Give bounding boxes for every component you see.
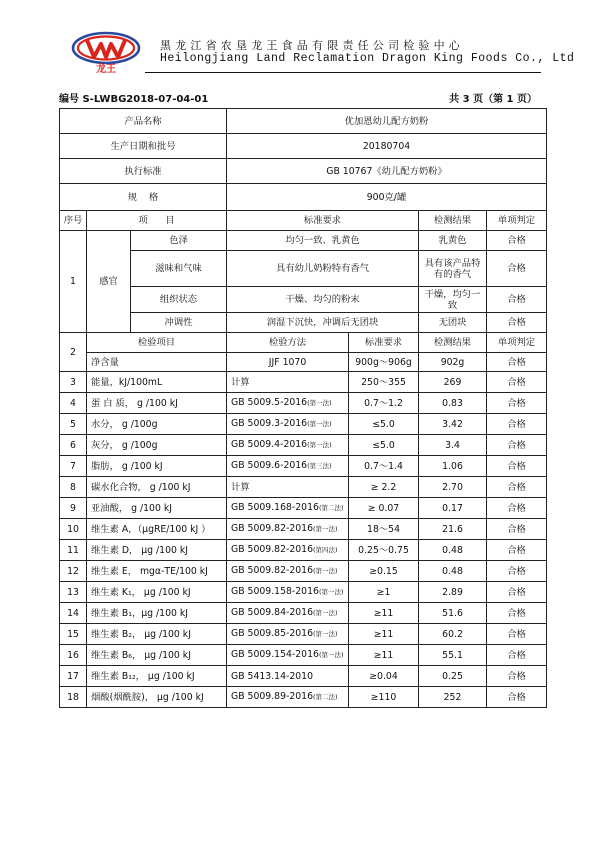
sensory-no: 1 xyxy=(60,231,87,333)
test-result: 2.89 xyxy=(419,582,487,603)
test-item: 维生素 B₁，μg /100 kJ xyxy=(87,603,227,624)
test-no: 12 xyxy=(60,561,87,582)
test-verdict: 合格 xyxy=(487,540,547,561)
sensory-verdict: 合格 xyxy=(487,231,547,251)
header-divider xyxy=(145,72,541,73)
test-method xyxy=(227,561,349,582)
sensory-item: 组织状态 xyxy=(131,287,227,313)
sensory-row xyxy=(60,287,547,313)
test-requirement: ≥11 xyxy=(349,645,419,666)
test-row xyxy=(60,414,547,435)
test-item: 维生素 A，（μgRE/100 kJ ） xyxy=(87,519,227,540)
test-no: 4 xyxy=(60,393,87,414)
test-requirement: ≤5.0 xyxy=(349,414,419,435)
test-row xyxy=(60,435,547,456)
test-row xyxy=(60,624,547,645)
test-requirement: ≥1 xyxy=(349,582,419,603)
test-method-note: (第一法) xyxy=(313,609,338,617)
test-row xyxy=(60,353,547,372)
test-no: 10 xyxy=(60,519,87,540)
test-requirement: 0.25～0.75 xyxy=(349,540,419,561)
col-header-verdict: 单项判定 xyxy=(487,333,547,353)
test-item: 蛋 白 质， g /100 kJ xyxy=(87,393,227,414)
test-result: 0.17 xyxy=(419,498,487,519)
sensory-result: 无团块 xyxy=(419,313,487,333)
sensory-verdict: 合格 xyxy=(487,313,547,333)
test-requirement: ≥ 2.2 xyxy=(349,477,419,498)
col-header-no: 序号 xyxy=(60,211,87,231)
test-method-code: GB 5009.158-2016 xyxy=(231,586,319,597)
test-verdict: 合格 xyxy=(487,372,547,393)
test-item: 脂肪， g /100 kJ xyxy=(87,456,227,477)
col-header-requirement: 标准要求 xyxy=(349,333,419,353)
test-method-note: (第一法) xyxy=(307,420,332,428)
test-method xyxy=(227,645,349,666)
test-item: 维生素 E， mgα-TE/100 kJ xyxy=(87,561,227,582)
sensory-row xyxy=(60,313,547,333)
test-row xyxy=(60,393,547,414)
test-verdict: 合格 xyxy=(487,353,547,372)
test-verdict: 合格 xyxy=(487,393,547,414)
test-method xyxy=(227,456,349,477)
standard-row xyxy=(60,159,547,184)
test-result: 902g xyxy=(419,353,487,372)
tests-header-row xyxy=(60,333,547,353)
test-method: JJF 1070 xyxy=(227,353,349,372)
test-result: 0.83 xyxy=(419,393,487,414)
test-method-code: GB 5009.82-2016 xyxy=(231,565,314,576)
test-no: 5 xyxy=(60,414,87,435)
sensory-header-row xyxy=(60,211,547,231)
test-no: 7 xyxy=(60,456,87,477)
test-no: 11 xyxy=(60,540,87,561)
test-requirement: 18～54 xyxy=(349,519,419,540)
sensory-requirement: 均匀一致、乳黄色 xyxy=(227,231,419,251)
spec-label: 规 格 xyxy=(60,184,227,211)
test-method: 计算 xyxy=(227,372,349,393)
test-method-note: (第二法) xyxy=(313,693,338,701)
sensory-row xyxy=(60,251,547,287)
test-no: 9 xyxy=(60,498,87,519)
test-no: 17 xyxy=(60,666,87,687)
test-item: 维生素 D， μg /100 kJ xyxy=(87,540,227,561)
test-item: 维生素 B₆， μg /100 kJ xyxy=(87,645,227,666)
test-method-note: (第一法) xyxy=(318,588,344,596)
test-verdict: 合格 xyxy=(487,666,547,687)
test-row xyxy=(60,540,547,561)
test-item: 亚油酸， g /100 kJ xyxy=(87,498,227,519)
test-row xyxy=(60,372,547,393)
test-verdict: 合格 xyxy=(487,414,547,435)
test-method-note: (第二法) xyxy=(318,504,344,512)
test-verdict: 合格 xyxy=(487,645,547,666)
sensory-requirement: 润湿下沉快，冲调后无团块 xyxy=(227,313,419,333)
test-result: 60.2 xyxy=(419,624,487,645)
test-item: 灰分， g /100g xyxy=(87,435,227,456)
test-method-code: GB 5009.168-2016 xyxy=(231,502,319,513)
test-row xyxy=(60,666,547,687)
test-method xyxy=(227,603,349,624)
test-method-code: GB 5009.4-2016 xyxy=(231,439,308,450)
test-verdict: 合格 xyxy=(487,603,547,624)
spec-row xyxy=(60,184,547,211)
col-header-result: 检测结果 xyxy=(419,211,487,231)
test-verdict: 合格 xyxy=(487,435,547,456)
test-item: 能量，kJ/100mL xyxy=(87,372,227,393)
test-result: 21.6 xyxy=(419,519,487,540)
col-header-test-item: 检验项目 xyxy=(87,333,227,353)
col-header-requirement: 标准要求 xyxy=(227,211,419,231)
test-row xyxy=(60,498,547,519)
test-item: 烟酸(烟酰胺)， μg /100 kJ xyxy=(87,687,227,708)
test-requirement: ≥0.15 xyxy=(349,561,419,582)
test-item: 碳水化合物， g /100 kJ xyxy=(87,477,227,498)
col-header-method: 检验方法 xyxy=(227,333,349,353)
test-result: 3.4 xyxy=(419,435,487,456)
test-method-code: GB 5009.82-2016 xyxy=(231,544,314,555)
sensory-requirement: 具有幼儿奶粉特有香气 xyxy=(227,251,419,287)
test-row xyxy=(60,645,547,666)
sensory-requirement: 干燥、均匀的粉末 xyxy=(227,287,419,313)
sensory-result: 乳黄色 xyxy=(419,231,487,251)
test-method xyxy=(227,687,349,708)
test-requirement: 0.7～1.2 xyxy=(349,393,419,414)
test-method-note: (第一法) xyxy=(307,399,332,407)
standard-value: GB 10767《幼儿配方奶粉》 xyxy=(227,159,547,184)
test-requirement: ≥11 xyxy=(349,603,419,624)
test-verdict: 合格 xyxy=(487,582,547,603)
test-result: 51.6 xyxy=(419,603,487,624)
test-method xyxy=(227,414,349,435)
test-method-note: (第一法) xyxy=(318,651,344,659)
test-requirement: 900g～906g xyxy=(349,353,419,372)
test-method xyxy=(227,498,349,519)
test-result: 0.48 xyxy=(419,561,487,582)
product-name-row xyxy=(60,109,547,134)
test-method: 计算 xyxy=(227,477,349,498)
sensory-result: 干燥，均匀一致 xyxy=(419,287,487,313)
test-row xyxy=(60,561,547,582)
test-method xyxy=(227,624,349,645)
test-no: 14 xyxy=(60,603,87,624)
test-requirement: 250～355 xyxy=(349,372,419,393)
col-header-verdict: 单项判定 xyxy=(487,211,547,231)
test-method: GB 5413.14-2010 xyxy=(227,666,349,687)
test-result: 1.06 xyxy=(419,456,487,477)
sensory-verdict: 合格 xyxy=(487,287,547,313)
spec-value: 900克/罐 xyxy=(227,184,547,211)
test-row xyxy=(60,582,547,603)
test-row xyxy=(60,477,547,498)
test-item: 水分， g /100g xyxy=(87,414,227,435)
test-method-note: (第一法) xyxy=(313,525,338,533)
test-verdict: 合格 xyxy=(487,456,547,477)
test-verdict: 合格 xyxy=(487,687,547,708)
test-no: 15 xyxy=(60,624,87,645)
test-no: 6 xyxy=(60,435,87,456)
sensory-verdict: 合格 xyxy=(487,251,547,287)
test-method-note: (第三法) xyxy=(307,462,332,470)
test-verdict: 合格 xyxy=(487,561,547,582)
test-method-code: GB 5009.84-2016 xyxy=(231,607,314,618)
test-requirement: ≤5.0 xyxy=(349,435,419,456)
test-method-code: GB 5009.6-2016 xyxy=(231,460,308,471)
product-name-label: 产品名称 xyxy=(60,109,227,134)
test-no: 18 xyxy=(60,687,87,708)
test-result: 55.1 xyxy=(419,645,487,666)
test-result: 3.42 xyxy=(419,414,487,435)
product-name-value: 优加恩幼儿配方奶粉 xyxy=(227,109,547,134)
test-method-code: GB 5009.3-2016 xyxy=(231,418,308,429)
test-method-note: (第一法) xyxy=(313,630,338,638)
test-item: 维生素 B₁₂， μg /100 kJ xyxy=(87,666,227,687)
production-date-label: 生产日期和批号 xyxy=(60,134,227,159)
production-date-value: 20180704 xyxy=(227,134,547,159)
inspection-table xyxy=(59,108,547,708)
test-result: 2.70 xyxy=(419,477,487,498)
sensory-item: 滋味和气味 xyxy=(131,251,227,287)
sensory-result: 具有该产品特有的香气 xyxy=(419,251,487,287)
test-method-code: GB 5009.89-2016 xyxy=(231,691,314,702)
tests-header-no: 2 xyxy=(60,333,87,372)
test-row xyxy=(60,687,547,708)
test-verdict: 合格 xyxy=(487,519,547,540)
production-date-row xyxy=(60,134,547,159)
sensory-item: 色泽 xyxy=(131,231,227,251)
test-requirement: 0.7～1.4 xyxy=(349,456,419,477)
dragon-king-logo-icon xyxy=(70,30,142,74)
test-item: 净含量 xyxy=(87,353,227,372)
page-indicator: 共 3 页（第 1 页） xyxy=(449,94,537,105)
sensory-item: 冲调性 xyxy=(131,313,227,333)
test-method-note: (第四法) xyxy=(313,546,338,554)
test-result: 0.48 xyxy=(419,540,487,561)
standard-label: 执行标准 xyxy=(60,159,227,184)
sensory-group: 感官 xyxy=(87,231,131,333)
test-method-note: (第一法) xyxy=(307,441,332,449)
test-row xyxy=(60,519,547,540)
test-method xyxy=(227,435,349,456)
company-name-en: Heilongjiang Land Reclamation Dragon King Foods Co., Ltd xyxy=(160,52,575,65)
report-number: 编号 S-LWBG2018-07-04-01 xyxy=(59,94,209,105)
test-method-code: GB 5009.154-2016 xyxy=(231,649,319,660)
test-method-code: GB 5009.5-2016 xyxy=(231,397,308,408)
letterhead xyxy=(0,0,596,80)
test-verdict: 合格 xyxy=(487,624,547,645)
test-requirement: ≥110 xyxy=(349,687,419,708)
test-no: 16 xyxy=(60,645,87,666)
col-header-result: 检测结果 xyxy=(419,333,487,353)
test-result: 0.25 xyxy=(419,666,487,687)
test-method xyxy=(227,393,349,414)
test-result: 252 xyxy=(419,687,487,708)
test-requirement: ≥11 xyxy=(349,624,419,645)
col-header-item: 项 目 xyxy=(87,211,227,231)
company-name-cn: 黑龙江省农垦龙王食品有限责任公司检验中心 xyxy=(160,39,464,52)
test-method xyxy=(227,519,349,540)
test-requirement: ≥ 0.07 xyxy=(349,498,419,519)
test-item: 维生素 K₁， μg /100 kJ xyxy=(87,582,227,603)
test-no: 3 xyxy=(60,372,87,393)
logo-text: 龙王 xyxy=(96,64,116,74)
test-no: 13 xyxy=(60,582,87,603)
test-no: 8 xyxy=(60,477,87,498)
test-result: 269 xyxy=(419,372,487,393)
test-method xyxy=(227,582,349,603)
test-requirement: ≥0.04 xyxy=(349,666,419,687)
test-method-note: (第一法) xyxy=(313,567,338,575)
test-row xyxy=(60,456,547,477)
test-verdict: 合格 xyxy=(487,477,547,498)
sensory-row xyxy=(60,231,547,251)
test-verdict: 合格 xyxy=(487,498,547,519)
test-item: 维生素 B₂， μg /100 kJ xyxy=(87,624,227,645)
test-method-code: GB 5009.85-2016 xyxy=(231,628,314,639)
test-row xyxy=(60,603,547,624)
test-method-code: GB 5009.82-2016 xyxy=(231,523,314,534)
test-method xyxy=(227,540,349,561)
